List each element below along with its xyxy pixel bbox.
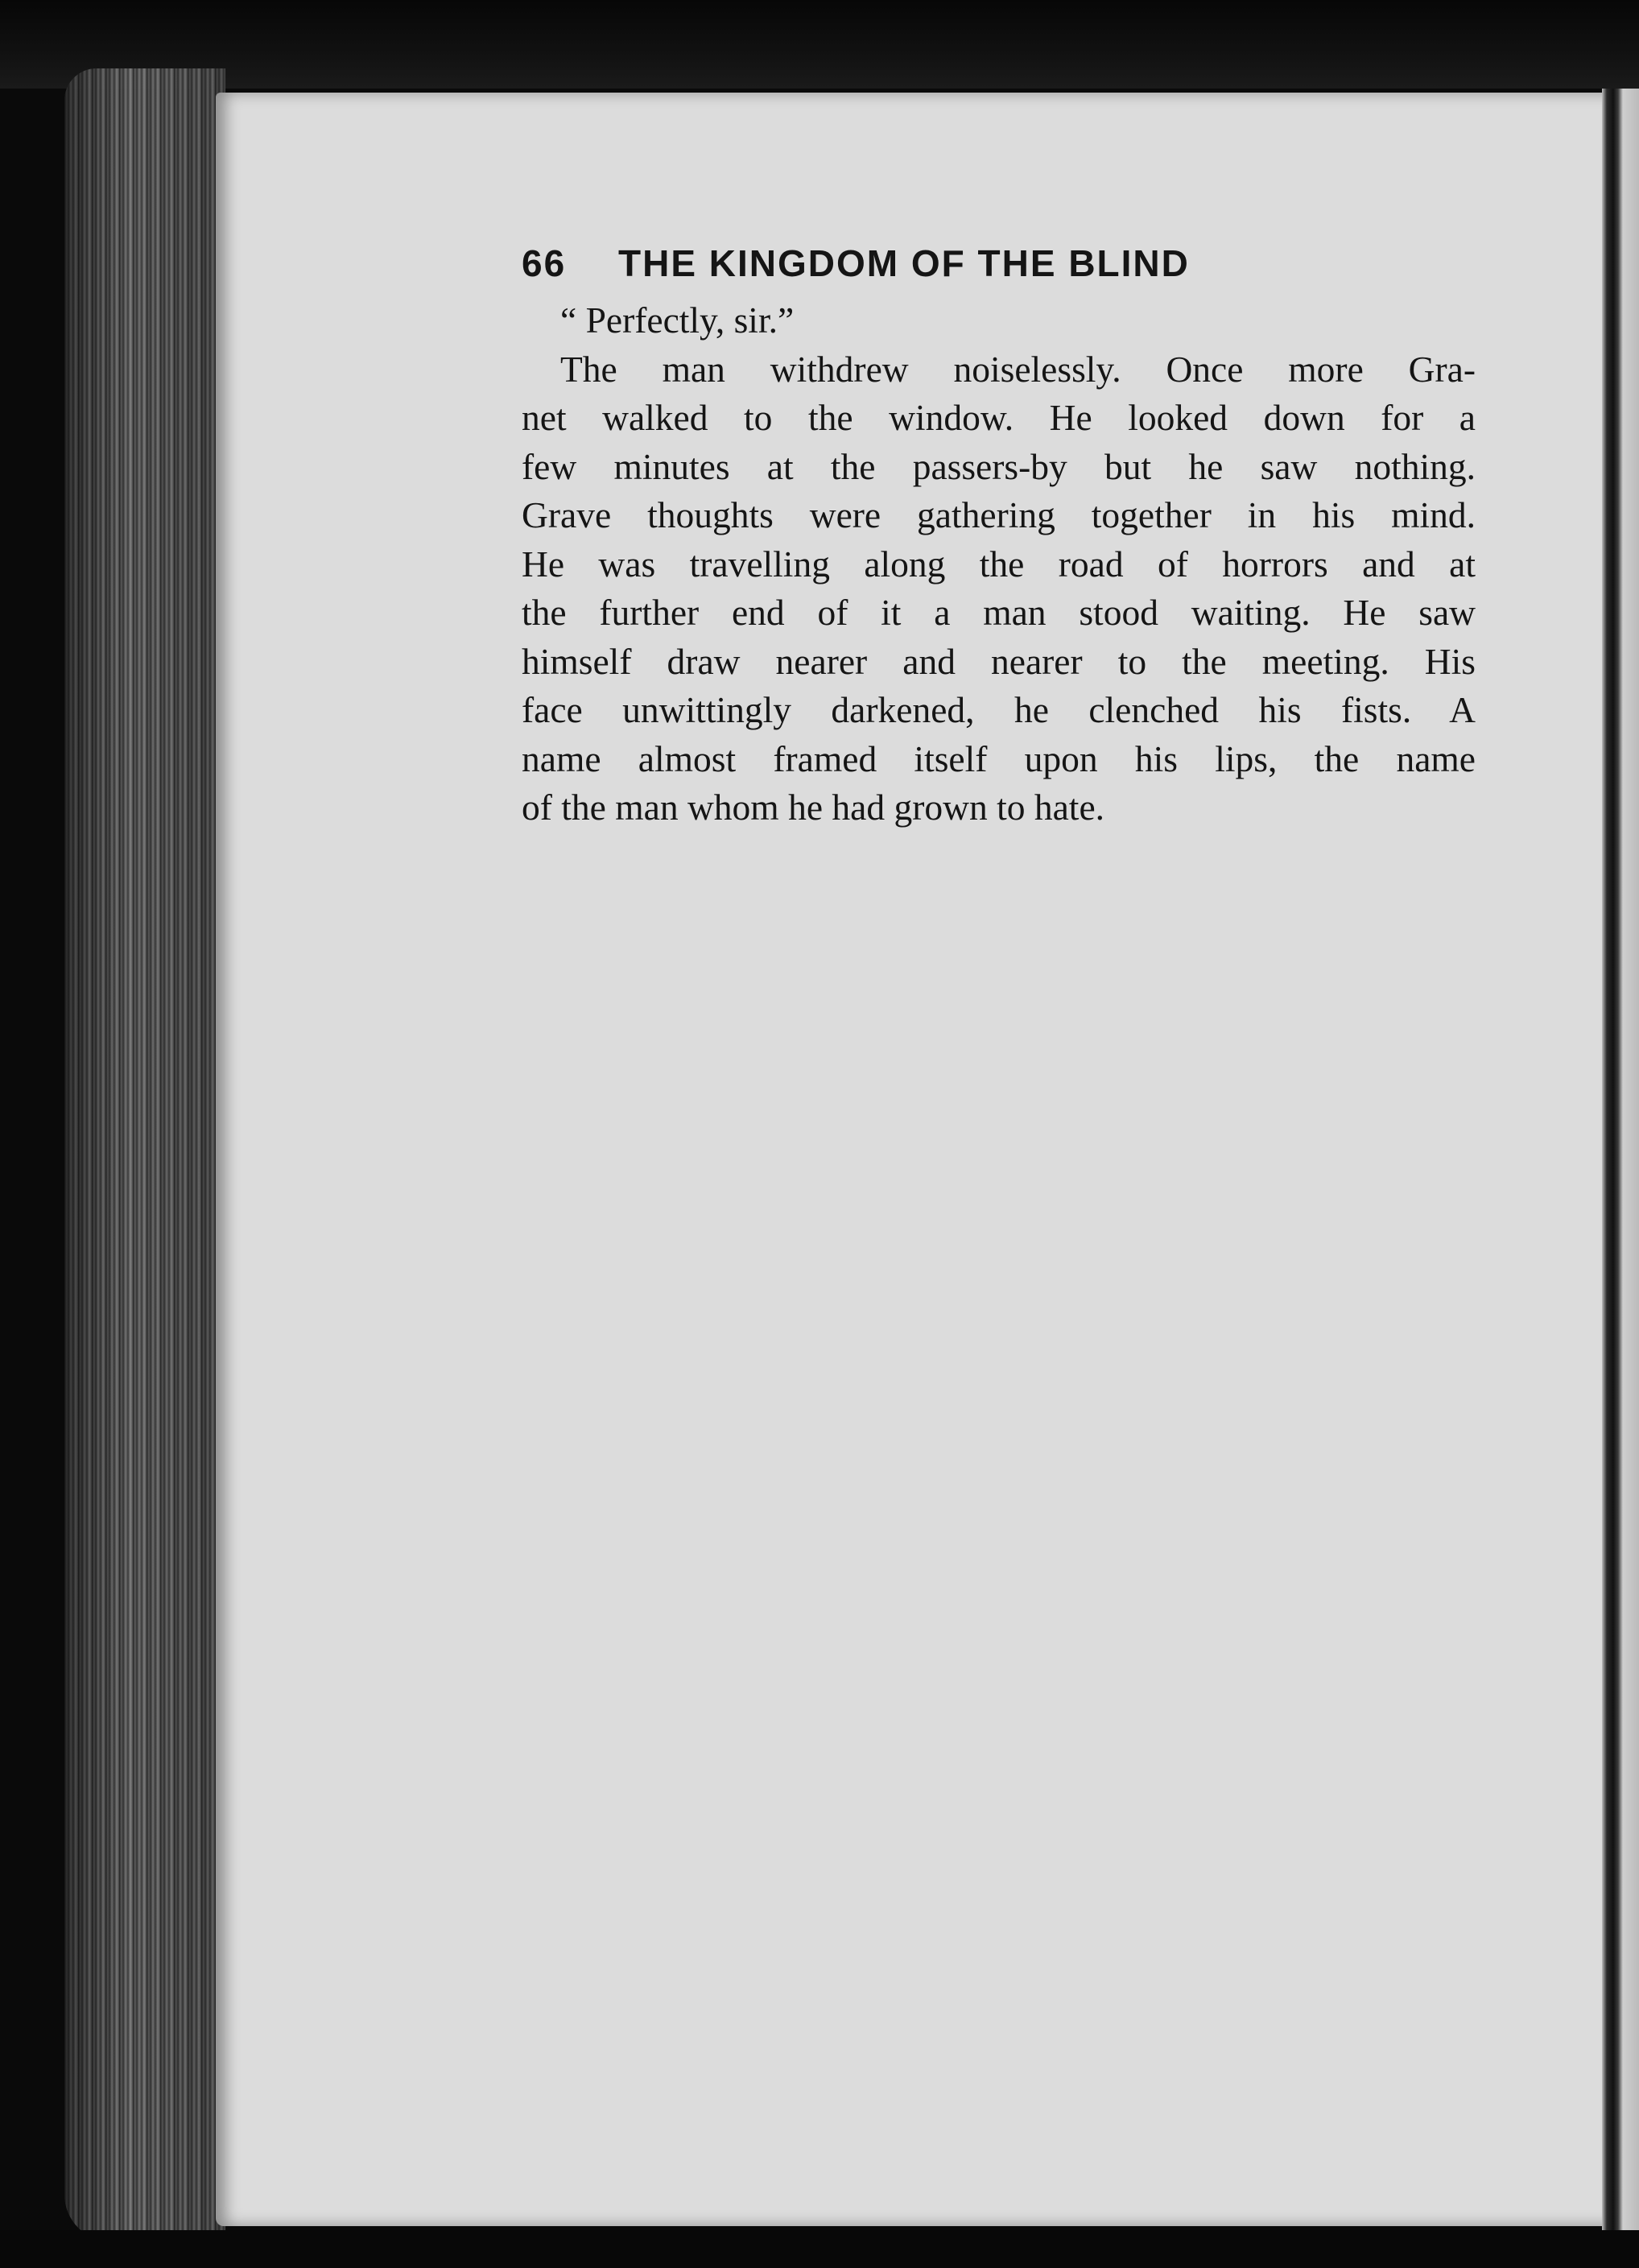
- text-line-2: The man withdrew noiselessly. Once more Gra-: [560, 348, 1476, 390]
- text-line-6: He was travelling along the road of horrors and at: [522, 543, 1476, 585]
- scan-background-bottom: [0, 2230, 1639, 2268]
- running-title: THE KINGDOM OF THE BLIND: [618, 242, 1190, 284]
- text-line-7: the further end of it a man stood waiting. He saw: [522, 592, 1476, 633]
- page-content: [522, 242, 1476, 832]
- text-line-5: Grave thoughts were gathering together in his mind.: [522, 494, 1476, 535]
- book-page-edges-shadow: [64, 68, 225, 2242]
- text-line-10: name almost framed itself upon his lips, the name: [522, 737, 1476, 779]
- text-line-1: “ Perfectly, sir.”: [560, 300, 795, 341]
- running-head: [522, 242, 1476, 285]
- text-line-4: few minutes at the passers-by but he saw nothing.: [522, 445, 1476, 487]
- text-line-8: himself draw nearer and nearer to the meeting. His: [522, 640, 1476, 682]
- text-line-3: net walked to the window. He looked down for a: [522, 397, 1476, 438]
- text-line-9: face unwittingly darkened, he clenched his fists. A: [522, 689, 1476, 730]
- book-gutter: [1602, 89, 1639, 2262]
- page-number: 66: [522, 242, 567, 284]
- scan-background-top: [0, 0, 1639, 89]
- text-line-11: of the man whom he had grown to hate.: [522, 787, 1105, 828]
